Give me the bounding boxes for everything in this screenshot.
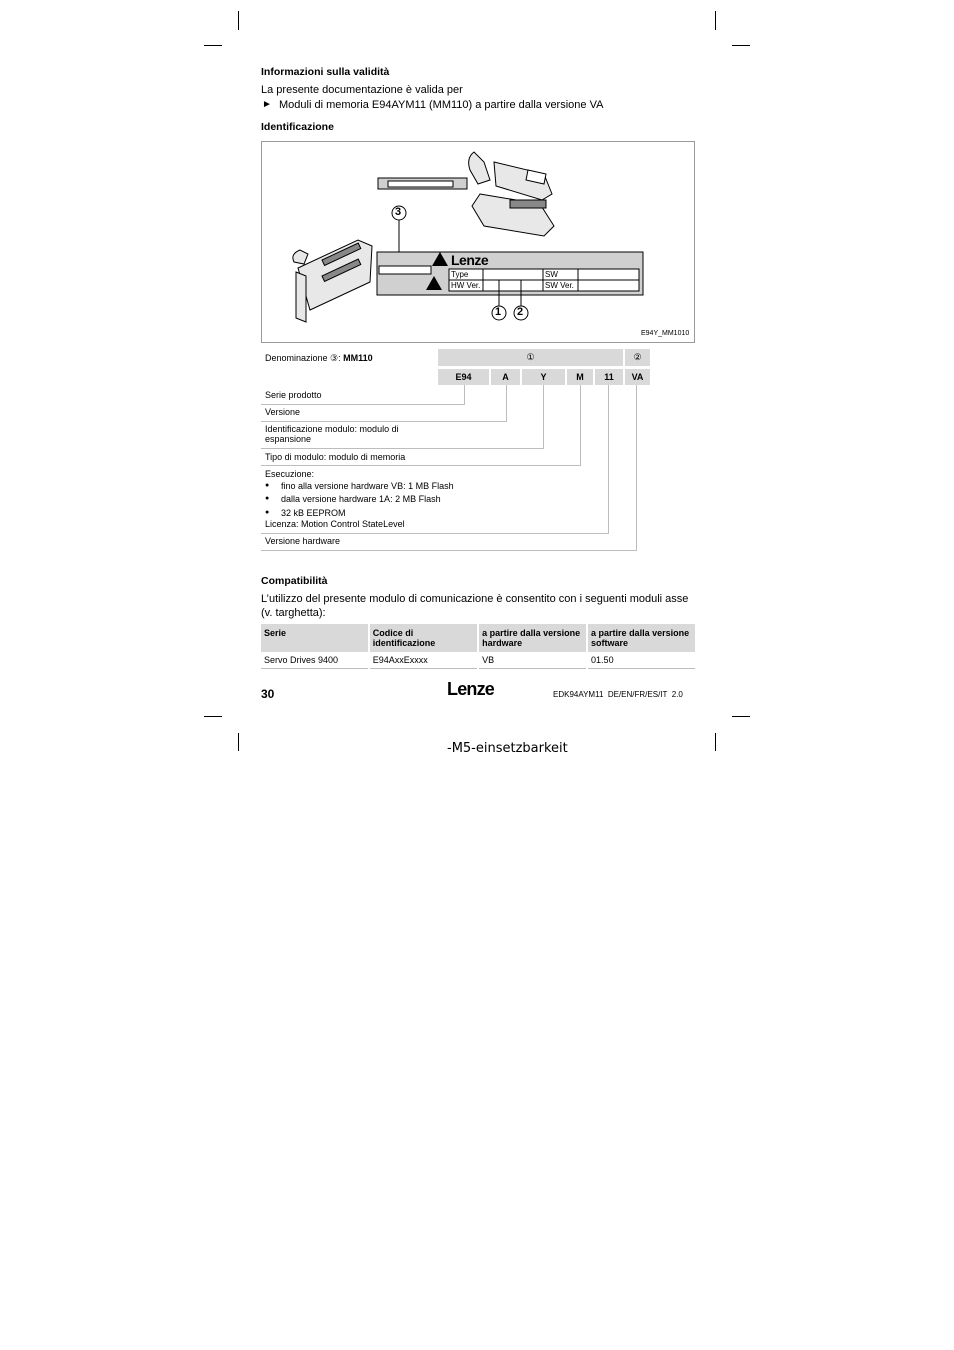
module-drawing <box>262 142 694 342</box>
callout-1: 1 <box>495 306 502 318</box>
execution-license: Licenza: Motion Control StateLevel <box>265 519 405 529</box>
execution-bullet-1: ● fino alla versione hardware VB: 1 MB Flash <box>281 481 454 491</box>
crop-mark <box>238 733 239 751</box>
row-serie-prodotto: Serie prodotto <box>265 390 322 400</box>
validity-item: Moduli di memoria E94AYM11 (MM110) a partire dalla versione VA <box>279 99 604 111</box>
code-y: Y <box>522 369 565 385</box>
designation-label-prefix: Denominazione ③: <box>265 353 344 363</box>
leader-11 <box>608 385 609 534</box>
cell-codice: E94AxxExxxx <box>370 652 477 669</box>
page-number: 30 <box>261 687 275 701</box>
designation-label-bold: MM110 <box>343 353 373 363</box>
callout-3: 3 <box>395 206 402 218</box>
code-group-1: ① <box>438 349 623 366</box>
code-m: M <box>567 369 593 385</box>
code-11: 11 <box>595 369 623 385</box>
designation-label <box>265 353 373 364</box>
leader-va <box>636 385 637 551</box>
nameplate-sw-label: SW <box>545 270 558 279</box>
nameplate-sw-ver-label: SW Ver. <box>545 281 574 290</box>
nameplate-logo: Lenze <box>451 252 489 268</box>
code-va: VA <box>625 369 650 385</box>
validity-heading: Informazioni sulla validità <box>261 66 390 78</box>
header-codice: Codice di identificazione <box>370 624 477 652</box>
row-divider <box>261 404 465 405</box>
nameplate-hw-label: HW Ver. <box>451 281 481 290</box>
table-row <box>261 652 695 669</box>
code-e94: E94 <box>438 369 489 385</box>
caption: -M5-einsetzbarkeit <box>447 741 568 756</box>
row-identificazione-modulo: Identificazione modulo: modulo di espansione <box>265 424 399 444</box>
table-header-row <box>261 624 695 652</box>
crop-mark <box>204 716 222 717</box>
row-divider <box>261 533 609 534</box>
compatibility-text: L’utilizzo del presente modulo di comunicazione è consentito con i seguenti moduli asse (v. targhetta): <box>261 593 689 619</box>
identification-heading: Identificazione <box>261 121 334 133</box>
leader-y <box>543 385 544 449</box>
crop-mark <box>715 733 716 751</box>
compatibility-table <box>259 624 697 669</box>
validity-intro: La presente documentazione è valida per <box>261 84 463 96</box>
execution-bullet-3: ● 32 kB EEPROM <box>281 508 346 518</box>
crop-mark <box>204 45 222 46</box>
leader-a <box>506 385 507 421</box>
footer-docref: EDK94AYM11 DE/EN/FR/ES/IT 2.0 <box>553 690 683 699</box>
compatibility-heading: Compatibilità <box>261 575 328 587</box>
row-tipo-modulo: Tipo di modulo: modulo di memoria <box>265 452 406 462</box>
footer-logo: Lenze <box>447 679 495 699</box>
crop-mark <box>732 716 750 717</box>
cell-serie: Servo Drives 9400 <box>261 652 368 669</box>
header-hw-version: a partire dalla versione hardware <box>479 624 586 652</box>
crop-mark <box>238 11 239 30</box>
execution-bullet-2: ● dalla versione hardware 1A: 2 MB Flash <box>281 494 441 504</box>
row-versione-hardware: Versione hardware <box>265 536 341 546</box>
code-a: A <box>491 369 520 385</box>
row-esecuzione-title: Esecuzione: <box>265 469 315 479</box>
figure-id: E94Y_MM1010 <box>641 330 690 337</box>
row-divider <box>261 448 544 449</box>
row-divider <box>261 421 507 422</box>
cell-sw: 01.50 <box>588 652 695 669</box>
row-divider <box>261 550 637 551</box>
cell-hw: VB <box>479 652 586 669</box>
leader-m <box>580 385 581 466</box>
arrow-icon: ► <box>262 99 272 110</box>
header-sw-version: a partire dalla versione software <box>588 624 695 652</box>
row-divider <box>261 465 581 466</box>
row-versione: Versione <box>265 407 301 417</box>
crop-mark <box>715 11 716 30</box>
code-group-2: ② <box>625 349 650 366</box>
nameplate-type-label: Type <box>451 270 469 279</box>
header-serie: Serie <box>261 624 368 652</box>
callout-2: 2 <box>517 306 524 318</box>
crop-mark <box>732 45 750 46</box>
identification-figure <box>261 141 695 343</box>
leader-e94 <box>464 385 465 404</box>
